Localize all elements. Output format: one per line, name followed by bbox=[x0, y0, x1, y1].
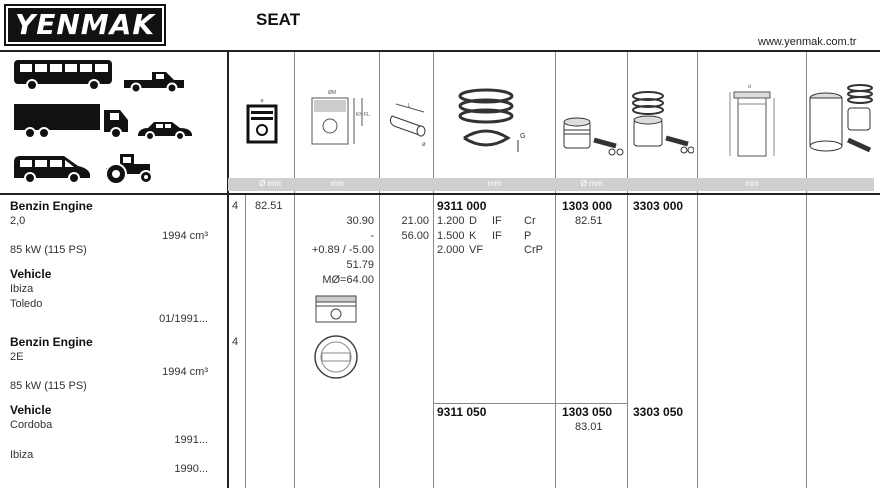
vehicle-model[interactable]: Toledo bbox=[10, 298, 43, 310]
ring-material: CrP bbox=[524, 244, 543, 256]
pin-length: 21.00 bbox=[401, 215, 429, 227]
piston-pin-set-icon bbox=[560, 114, 624, 156]
lorry-icon bbox=[12, 100, 132, 142]
ring-size: 2.000 bbox=[437, 244, 465, 256]
divider-c1 bbox=[294, 52, 295, 488]
svg-text:L: L bbox=[408, 103, 411, 109]
header-rule bbox=[0, 50, 880, 52]
piston-dim: - bbox=[370, 230, 374, 242]
ring-set-number[interactable]: 9311 000 bbox=[437, 199, 487, 213]
ring-mark: IF bbox=[492, 215, 502, 227]
svg-text:FL: FL bbox=[364, 112, 370, 118]
piston-rings-set-icon bbox=[630, 88, 694, 156]
divider-c5 bbox=[627, 52, 628, 488]
pin-length: 56.00 bbox=[401, 230, 429, 242]
website-url[interactable]: www.yenmak.com.tr bbox=[758, 36, 857, 48]
displacement: 1994 cm³ bbox=[162, 366, 208, 378]
unit-rings: mm bbox=[487, 179, 502, 188]
ring-size: 1.500 bbox=[437, 230, 465, 242]
ring-material: P bbox=[524, 230, 532, 242]
kit-part-number[interactable]: 3303 000 bbox=[633, 199, 684, 213]
svg-text:ØM: ØM bbox=[328, 90, 337, 96]
vehicle-label: Vehicle bbox=[10, 267, 52, 281]
yenmak-logo: YENMAK bbox=[4, 4, 166, 46]
piston-icon bbox=[242, 96, 282, 148]
bus-icon bbox=[12, 58, 116, 92]
piston-diameter: 83.01 bbox=[575, 421, 603, 433]
ring-type: VF bbox=[469, 244, 484, 256]
piston-section-icon bbox=[300, 86, 374, 152]
ring-type: K bbox=[469, 230, 477, 242]
divider-c7 bbox=[806, 52, 807, 488]
unit-piston: Ø mm bbox=[580, 179, 603, 188]
brand-title: SEAT bbox=[256, 10, 301, 29]
piston-diameter: 82.51 bbox=[575, 215, 603, 227]
engine-label: Benzin Engine bbox=[10, 335, 93, 349]
tractor-icon bbox=[100, 148, 156, 186]
vehicle-model[interactable]: Ibiza bbox=[10, 449, 34, 461]
vehicle-model[interactable]: Ibiza bbox=[10, 283, 34, 295]
engine-label: Benzin Engine bbox=[10, 199, 93, 213]
piston-dim: MØ=64.00 bbox=[322, 274, 374, 286]
ring-size: 1.200 bbox=[437, 215, 465, 227]
ring-material: Cr bbox=[524, 215, 536, 227]
production-date: 1991... bbox=[174, 434, 208, 446]
svg-text:KH: KH bbox=[356, 112, 363, 118]
divider-c2 bbox=[379, 52, 380, 488]
vehicle-model[interactable]: Cordoba bbox=[10, 419, 53, 431]
cylinder-liner-icon bbox=[724, 80, 780, 164]
piston-part-number[interactable]: 1303 050 bbox=[562, 405, 613, 419]
liner-kit-icon bbox=[808, 80, 874, 162]
piston-dim: +0.89 / -5.00 bbox=[311, 244, 374, 256]
kit-part-number[interactable]: 3303 050 bbox=[633, 405, 684, 419]
piston-top-view-icon bbox=[312, 334, 360, 380]
ring-set-number[interactable]: 9311 050 bbox=[437, 405, 487, 419]
displacement: 1994 cm³ bbox=[162, 230, 208, 242]
unit-bore: Ø mm bbox=[259, 179, 281, 188]
cylinder-count: 4 bbox=[232, 200, 239, 212]
piston-pin-icon bbox=[386, 98, 430, 150]
subrow-divider bbox=[434, 403, 628, 404]
divider-c6 bbox=[697, 52, 698, 488]
piston-dim: 51.79 bbox=[346, 259, 374, 271]
piston-part-number[interactable]: 1303 000 bbox=[562, 199, 613, 213]
engine-code: 2,0 bbox=[10, 215, 26, 227]
divider-c3 bbox=[433, 52, 434, 488]
power: 85 kW (115 PS) bbox=[10, 244, 87, 256]
vehicle-label: Vehicle bbox=[10, 403, 52, 417]
engine-code: 2E bbox=[10, 351, 24, 363]
ring-type: D bbox=[469, 215, 477, 227]
sedan-car-icon bbox=[136, 118, 194, 142]
svg-text:ø: ø bbox=[422, 142, 426, 148]
svg-text:d: d bbox=[748, 84, 751, 90]
piston-profile-icon bbox=[312, 294, 360, 330]
header-bottom-rule bbox=[0, 193, 880, 195]
cylinder-count: 4 bbox=[232, 336, 239, 348]
divider-main bbox=[227, 52, 229, 488]
piston-rings-icon bbox=[456, 86, 532, 158]
power: 85 kW (115 PS) bbox=[10, 380, 87, 392]
divider-cyl bbox=[245, 193, 246, 488]
pickup-truck-icon bbox=[122, 68, 186, 94]
divider-c4 bbox=[555, 52, 556, 488]
ring-mark: IF bbox=[492, 230, 502, 242]
bore-diameter: 82.51 bbox=[255, 200, 283, 212]
production-date: 1990... bbox=[174, 463, 208, 475]
svg-text:G: G bbox=[520, 133, 526, 140]
unit-liner: mm bbox=[745, 179, 759, 188]
unit-dims: mm bbox=[330, 179, 344, 188]
svg-text:ø: ø bbox=[260, 98, 264, 104]
production-date: 01/1991... bbox=[159, 313, 208, 325]
van-icon bbox=[12, 152, 92, 186]
piston-dim: 30.90 bbox=[346, 215, 374, 227]
